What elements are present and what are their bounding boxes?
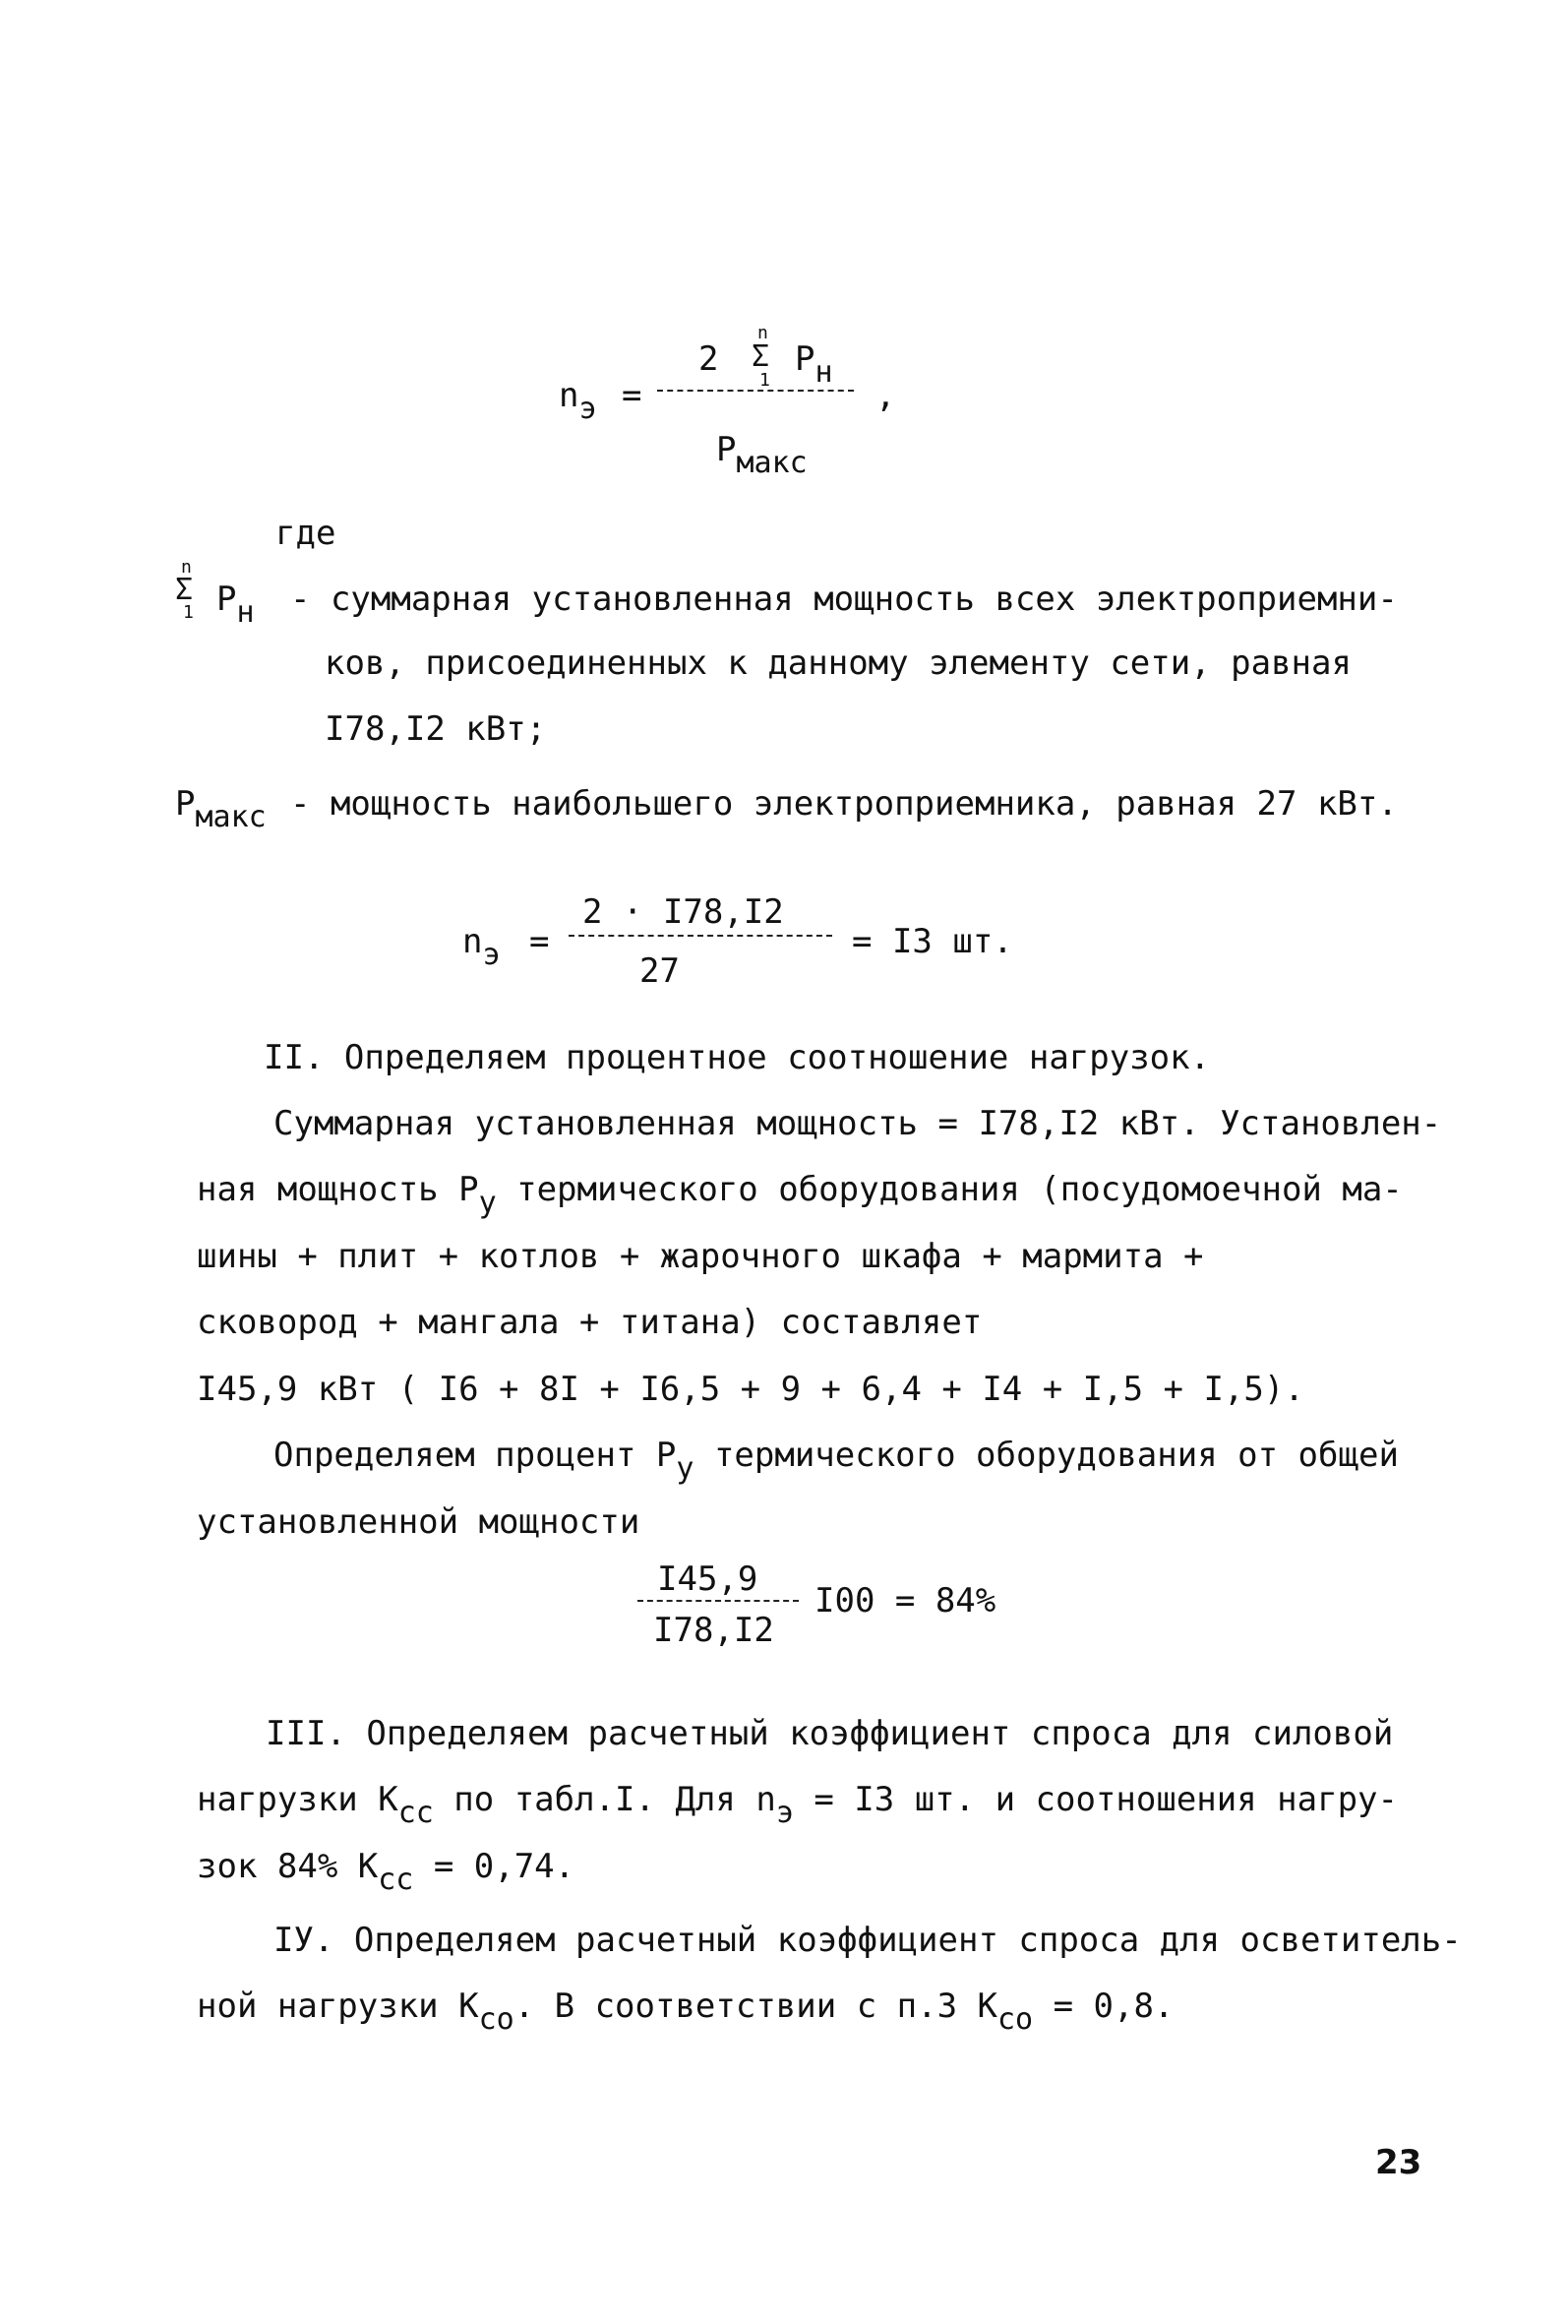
def1-sigma-lower: 1 <box>183 602 194 623</box>
section2-p2-line1: Определяем процент $P_у$ термического оборудования от общей <box>273 1436 1399 1486</box>
section4-line2: ной нагрузки $K_{со}$. В соответствии с п.3 $K_{со} = 0,8$. <box>197 1987 1175 2037</box>
section3-line1: III. Определяем расчетный коэффициент спроса для силовой <box>266 1714 1394 1753</box>
formula1-lhs: $n_э$ <box>559 376 597 426</box>
def1-line1: - суммарная установленная мощность всех электроприемни- <box>290 580 1398 619</box>
formula1-den: $P_{макс}$ <box>716 430 808 480</box>
sigma-icon: Σ <box>752 339 770 374</box>
section3-line3: зок 84% $K_{сс} = 0,74$. <box>197 1847 575 1897</box>
fraction-bar <box>569 935 832 937</box>
section2-p1-line2: ная мощность $P_у$ термического оборудования (посудомоечной ма- <box>197 1170 1403 1220</box>
where-label: где <box>275 514 336 553</box>
section2-p1-line1: Суммарная установленная мощность = I78,I2 кВт. Установлен- <box>273 1104 1442 1143</box>
formula2-denominator: 27 <box>639 951 680 991</box>
page-number: 23 <box>1375 2143 1422 2182</box>
formula1-sigma-upper: n <box>757 323 768 343</box>
formula3-rest: I00 = 84% <box>814 1581 996 1621</box>
section2-p1-line3: шины + плит + котлов + жарочного шкафа + мармита + <box>197 1237 1204 1276</box>
formula2-result: = I3 шт. <box>852 922 1013 961</box>
formula1-num-var: $P_н$ <box>795 339 833 390</box>
formula1-comma: , <box>875 376 896 415</box>
formula2-lhs: $n_э$ <box>462 922 501 972</box>
section4-line1: IУ. Определяем расчетный коэффициент спроса для осветитель- <box>273 1921 1462 1960</box>
formula2-numerator: 2 · I78,I2 <box>582 892 784 932</box>
fraction-bar <box>637 1600 799 1602</box>
section2-p1-line5: I45,9 кВт ( I6 + 8I + I6,5 + 9 + 6,4 + I4 + I,5 + I,5). <box>197 1370 1304 1409</box>
formula3-denominator: I78,I2 <box>653 1611 774 1650</box>
def1-line2: ков, присоединенных к данному элементу сети, равная <box>325 643 1352 683</box>
def1-sigma-upper: n <box>181 557 192 578</box>
formula3-numerator: I45,9 <box>657 1560 758 1599</box>
section2-p1-line4: сковород + мангала + титана) составляет <box>197 1303 983 1342</box>
def2-var: $P_{макс}$ <box>175 784 267 834</box>
section2-p2-line2: установленной мощности <box>197 1502 640 1542</box>
formula1-num-coef: 2 <box>698 339 719 379</box>
formula1-sigma-lower: 1 <box>759 370 770 391</box>
def1-var: $P_н$ <box>216 580 255 630</box>
def1-line3: I78,I2 кВт; <box>325 709 547 749</box>
formula2-eq: = <box>529 922 550 961</box>
sigma-icon: Σ <box>175 573 194 607</box>
section2-heading: II. Определяем процентное соотношение нагрузок. <box>264 1038 1211 1077</box>
fraction-bar <box>657 390 854 392</box>
formula1-eq: = <box>622 376 642 415</box>
def2-text: - мощность наибольшего электроприемника, равная 27 кВт. <box>290 784 1398 824</box>
section3-line2: нагрузки $K_{сс}$ по табл.I. Для $n_э = I3$ шт. и соотношения нагру- <box>197 1780 1398 1830</box>
